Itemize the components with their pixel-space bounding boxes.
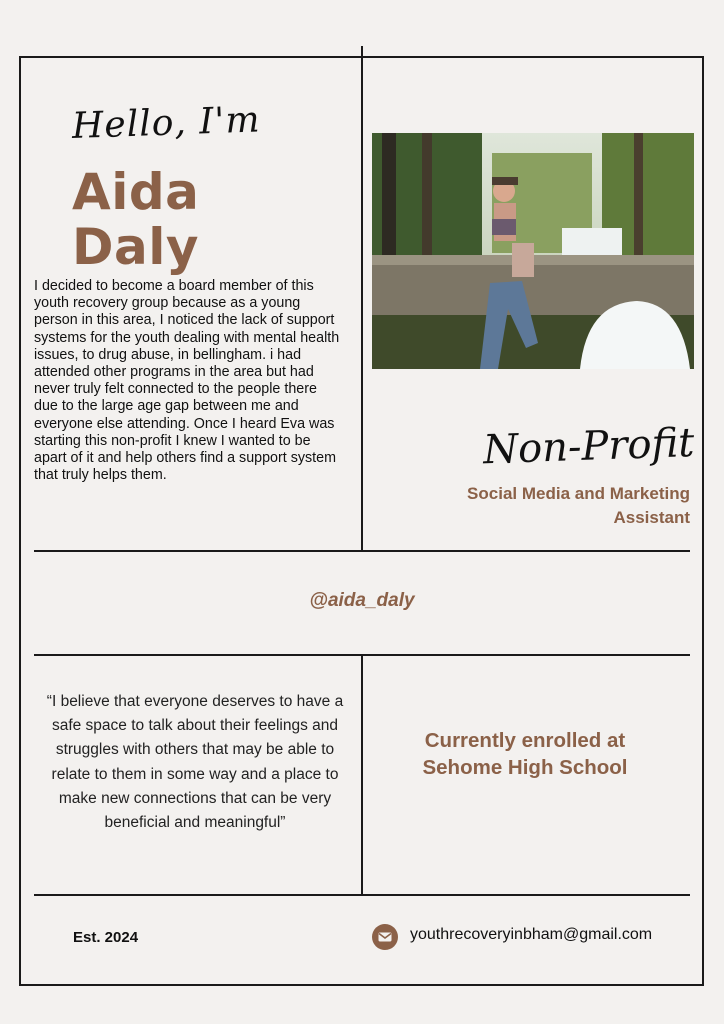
education-line-2: Sehome High School	[422, 756, 628, 779]
role-line-1: Social Media and Marketing	[467, 484, 690, 503]
email-link[interactable]: youthrecoveryinbham@gmail.com	[410, 926, 653, 943]
bio-text: I decided to become a board member of this youth recovery group because as a young person in this area, I noticed the lack of support systems for the youth dealing with mental health issues, to drug abuse, in bellingham. i had attended other programs in the area but had never truly felt connected to the people there due to the large age gap between me and everyone else attending. Once I heard Eva was starting this non-profit I knew I wanted to be apart of it and help others find a support system that truly helps them.	[34, 278, 340, 484]
divider-vertical-top	[361, 46, 363, 551]
divider-horizontal-1	[34, 550, 690, 552]
education	[380, 727, 670, 781]
org-type: Non-Profit	[482, 420, 695, 474]
mail-icon	[372, 924, 398, 950]
profile-photo	[372, 133, 694, 369]
divider-horizontal-3	[34, 894, 690, 896]
education-line-1: Currently enrolled at	[424, 729, 626, 752]
first-name: Aida	[72, 163, 200, 221]
divider-vertical-bottom	[361, 655, 363, 895]
quote-text: “I believe that everyone deserves to have a safe space to talk about their feelings and struggles with others that may be able to relate to them in some way and a place to make new connections that can be very beneficial and meaningful”	[46, 693, 344, 832]
greeting: Hello, I'm	[71, 99, 262, 147]
role-line-2: Assistant	[613, 508, 690, 527]
role-title	[360, 482, 690, 530]
last-name: Daly	[72, 218, 199, 276]
established-year: Est. 2024	[73, 929, 139, 946]
social-handle[interactable]: @aida_daly	[309, 590, 415, 611]
